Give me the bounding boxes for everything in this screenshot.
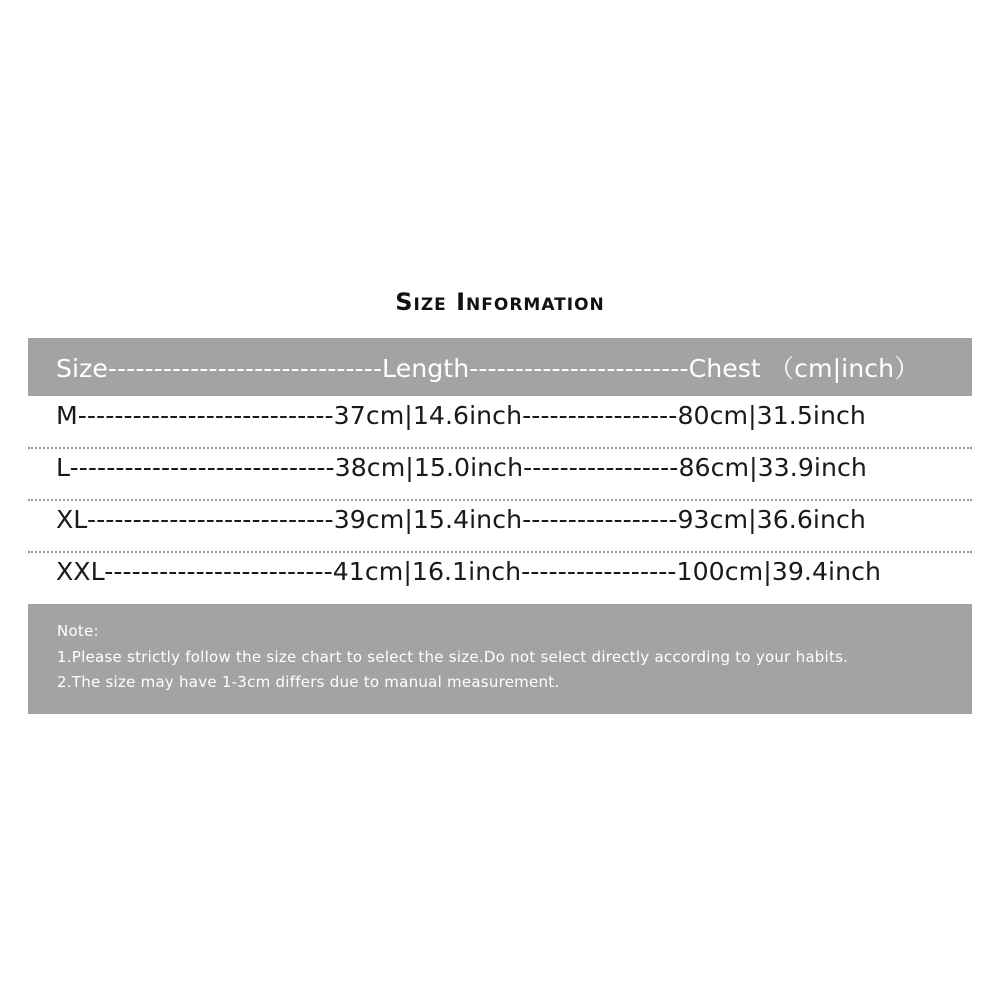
row-divider [28,499,972,501]
table-row-xl: XL---------------------------39cm|15.4inch-----------------93cm|36.6inch [56,505,866,534]
note-heading: Note: [57,622,99,640]
table-header: Size------------------------------Length------------------------Chest （cm|inch） [56,354,920,383]
row-divider [28,551,972,553]
page-title: Size Information [395,288,605,316]
table-row-xxl: XXL-------------------------41cm|16.1inch-----------------100cm|39.4inch [56,557,881,586]
note-line-2: 2.The size may have 1-3cm differs due to manual measurement. [57,673,560,691]
note-line-1: 1.Please strictly follow the size chart to select the size.Do not select directly according to your habits. [57,648,849,666]
row-divider [28,447,972,449]
table-row-m: M----------------------------37cm|14.6inch-----------------80cm|31.5inch [56,401,866,430]
table-row-l: L-----------------------------38cm|15.0inch-----------------86cm|33.9inch [56,453,867,482]
